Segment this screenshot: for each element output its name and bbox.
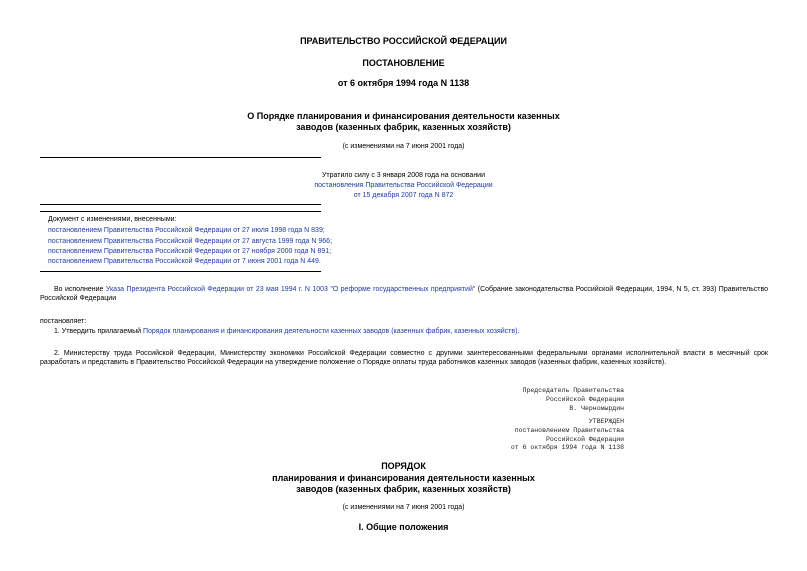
preamble-text: Во исполнение (54, 286, 106, 293)
amendments-intro: Документ с изменениями, внесенными: (48, 216, 177, 223)
divider (40, 211, 321, 212)
document-type: ПОСТАНОВЛЕНИЕ (362, 58, 445, 68)
decree-link[interactable]: Указа Президента Российской Федерации от 23 мая 1994 г. N 1003 "О реформе государственных предприятий" (105, 286, 476, 293)
government-heading: ПРАВИТЕЛЬСТВО РОССИЙСКОЙ ФЕДЕРАЦИИ (300, 36, 507, 46)
order-heading: ПОРЯДОК (381, 461, 426, 471)
item1-paragraph (40, 327, 768, 336)
document-title-line1: О Порядке планирования и финансирования деятельности казенных (247, 111, 560, 121)
amendment-link[interactable]: постановлением Правительства Российской Федерации от 27 августа 1999 года N 966; (48, 238, 333, 245)
preamble-text: (Собрание законодательства Российской Федерации, 1994, N 5, ст. 393) Правительство Российской Федерации (40, 286, 769, 303)
item1-text: 1. Утвердить прилагаемый (54, 328, 143, 335)
signature-line: В. Черномырдин (569, 404, 624, 412)
approval-line: постановлением Правительства (514, 426, 624, 434)
document-date-number: от 6 октября 1994 года N 1138 (337, 78, 470, 88)
signature-line: Председатель Правительства (522, 387, 624, 394)
divider (40, 204, 321, 205)
amendment-link[interactable]: постановлением Правительства Российской Федерации от 7 июня 2001 года N 449. (48, 258, 321, 265)
amendment-link[interactable]: постановлением Правительства Российской Федерации от 27 июля 1998 года N 839; (48, 227, 325, 234)
section-heading: I. Общие положения (358, 522, 449, 532)
approval-block (420, 418, 624, 453)
order-subtitle-line2: заводов (казенных фабрик, казенных хозяйств) (296, 484, 511, 494)
signature-line: Российской Федерации (545, 395, 624, 403)
approval-line: УТВЕРЖДЕН (588, 418, 624, 425)
invalid-note-line1: Утратило силу с 3 января 2008 года на основании (321, 172, 486, 179)
divider (40, 157, 321, 158)
preamble-paragraph (40, 285, 768, 303)
item1-text: . (517, 328, 520, 335)
invalid-note-link2[interactable]: от 15 декабря 2007 года N 872 (353, 192, 454, 199)
order-subtitle-line1: планирования и финансирования деятельности казенных (272, 473, 535, 483)
approval-line: Российской Федерации (545, 435, 624, 443)
order-link[interactable]: Порядок планирования и финансирования деятельности казенных заводов (казенных фабрик, казенных хозяйств) (142, 328, 518, 335)
item2-paragraph: 2. Министерству труда Российской Федерации, Министерству экономики Российской Федерации совместно с другими заинтересованными федеральными органами исполнительной власти в месячный срок разработать и представить в Правительство Российской Федерации на утверждение положение о Порядке оплаты труда работников казенных заводов (казенных фабрик, казенных хозяйств). (40, 350, 768, 367)
invalid-note-link1[interactable]: постановления Правительства Российской Федерации (314, 182, 493, 189)
resolves-text: постановляет: (40, 318, 87, 325)
order-amended-note: (с изменениями на 7 июня 2001 года) (342, 504, 465, 511)
document-title-line2: заводов (казенных фабрик, казенных хозяйств) (296, 122, 511, 132)
divider (40, 271, 321, 272)
amendment-link[interactable]: постановлением Правительства Российской Федерации от 27 ноября 2000 года N 891; (48, 248, 332, 255)
approval-line: от 6 октября 1994 года N 1138 (510, 444, 624, 452)
signature-block (420, 387, 624, 413)
amended-note: (с изменениями на 7 июня 2001 года) (342, 143, 465, 150)
